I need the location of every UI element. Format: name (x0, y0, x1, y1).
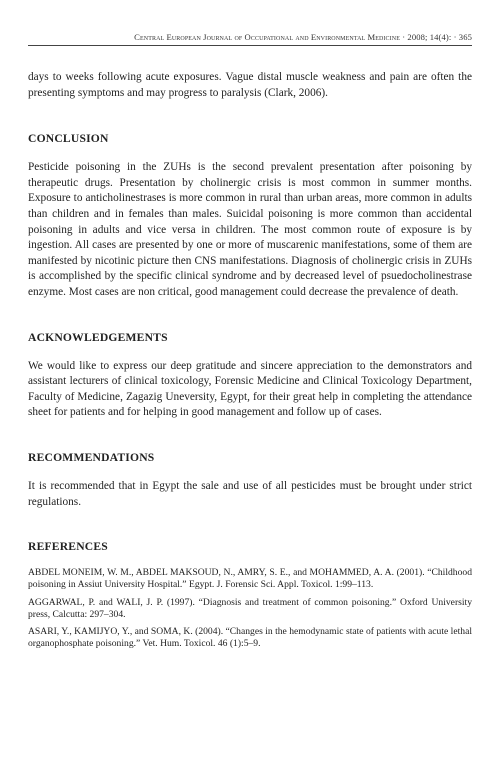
reference-item: ABDEL MONEIM, W. M., ABDEL MAKSOUD, N., AMRY, S. E., and MOHAMMED, A. A. (2001). “Childhood poisoning in Assiut University Hospital.” Egypt. J. Forensic Sci. Appl. Toxicol. 1:99–113. (28, 567, 472, 591)
reference-list (28, 567, 472, 650)
recommendations-heading: RECOMMENDATIONS (28, 450, 155, 464)
recommendations-body: It is recommended that in Egypt the sale and use of all pesticides must be brought under strict regulations. (28, 479, 472, 508)
reference-item: ASARI, Y., KAMIJYO, Y., and SOMA, K. (2004). “Changes in the hemodynamic state of patients with acute lethal organophosphate poisoning.” Vet. Hum. Toxicol. 46 (1):5–9. (28, 625, 472, 650)
conclusion-body: Pesticide poisoning in the ZUHs is the second prevalent presentation after poisoning by therapeutic drugs. Presentation by cholinergic crisis is most common in summer months. Exposure to anticholinestrases is more common in rural than urban areas, more common in adults than children and in females than males. Suicidal poisoning is more common than accidental poisoning in adults and vice versa in children. The most common route of exposure is by ingestion. All cases are presented by one or more of muscarenic manifestations, some of them are manifested by nicotinic picture then CNS manifestations. Diagnosis of cholinergic crisis in ZUHs is accomplished by the specific clinical syndrome and by decreased level of psuedocholinestrase enzyme. Most cases are non critical, good management could decrease the prevalence of death. (28, 161, 472, 298)
intro-paragraph: days to weeks following acute exposures. Vague distal muscle weakness and pain are often the presenting symptoms and may progress to paralysis (Clark, 2006). (28, 71, 472, 99)
references-heading: REFERENCES (28, 540, 108, 554)
running-head: Central European Journal of Occupational and Environmental Medicine · 2008; 14(4): · 365 (134, 32, 472, 42)
header-rule (28, 45, 472, 46)
acknowledgements-body: We would like to express our deep gratitude and sincere appreciation to the demonstrators and assistant lecturers of clinical toxicology, Forensic Medicine and Clinical Toxicology Department, Faculty of Medicine, Zagazig Uneversity, Egypt, for their great help in completing the attendance sheet for patients and for helping in good management and follow up of cases. (28, 359, 472, 419)
conclusion-heading: CONCLUSION (28, 132, 109, 146)
page-content (28, 70, 472, 655)
acknowledgements-heading: ACKNOWLEDGEMENTS (28, 330, 168, 344)
reference-item: AGGARWAL, P. and WALI, J. P. (1997). “Diagnosis and treatment of common poisoning.” Oxford University press, Calcutta: 297–304. (28, 596, 472, 620)
